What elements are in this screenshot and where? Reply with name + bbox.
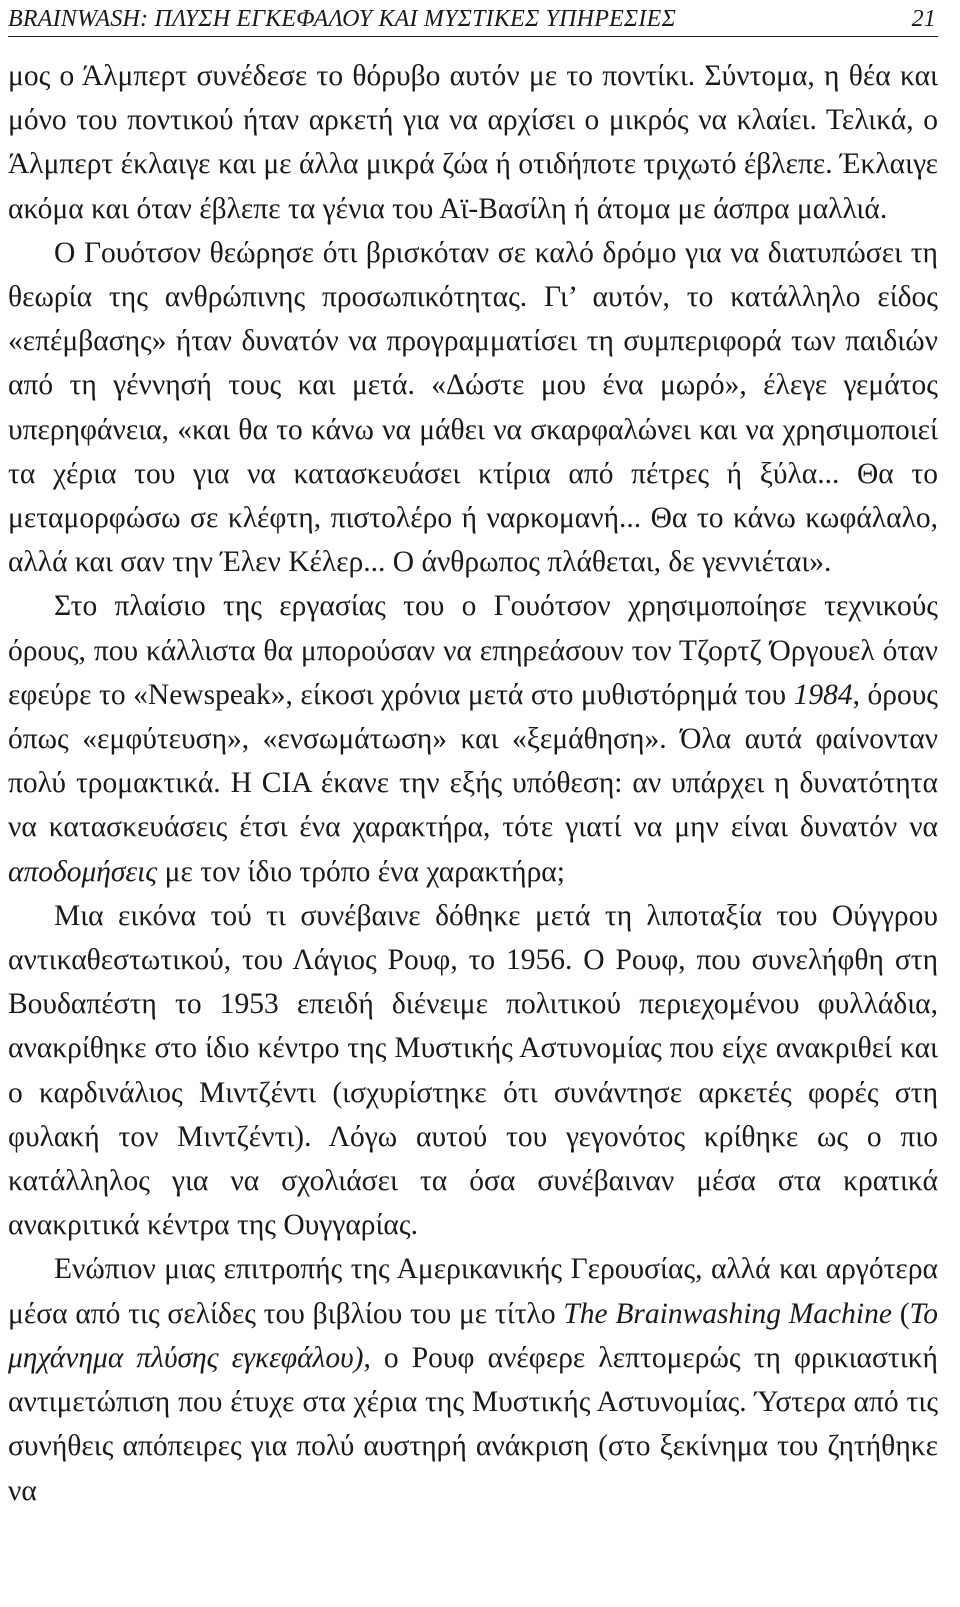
paragraph-ruff-defection: Μια εικόνα τού τι συνέβαινε δόθηκε μετά τη λιποταξία του Ούγγρου αντικαθεστωτικού, του Λάγιος Ρουφ, το 1956. Ο Ρουφ, που συνελήφθη στη Βουδαπέστη το 1953 επειδή διένειμε πολιτικού περιεχομένου φυλλάδια, ανακρίθηκε στο ίδιο κέντρο της Μυστικής Αστυνομίας που είχε ανακριθεί και ο καρδινάλιος Μιντζέντι (ισχυρίστηκε ότι συνάντησε αρκετές φορές στη φυλακή τον Μιντζέντι). Λόγω αυτού του γεγονότος κρίθηκε ως ο πιο κατάλληλος για να σχολιάσει τα όσα συνέβαιναν μέσα στα κρατικά ανακριτικά κέντρα της Ουγγαρίας. [8,899,938,1242]
italic-book-title: The Brainwashing Machine [563,1297,892,1330]
paragraph-watson-theory: Ο Γουότσον θεώρησε ότι βρισκόταν σε καλό δρόμο για να διατυπώσει τη θεωρία της ανθρώπινης προσωπικότητας. Γι’ αυτόν, το κατάλληλο είδος «επέμβασης» ήταν δυνατόν να προγραμματίσει τη συμπεριφορά των παιδιών από τη γέννησή τους και μετά. «Δώστε μου ένα μωρό», έλεγε γεμάτος υπερηφάνεια, «και θα το κάνω να μάθει να σκαρφαλώνει και να χρησιμοποιεί τα χέρια του για να κατασκευάσει κτίρια από πέτρες ή ξύλα... Θα το μεταμορφώσω σε κλέφτη, πιστολέρο ή ναρκομανή... Θα το κάνω κωφάλαλο, αλλά και σαν την Έλεν Κέλερ... Ο άνθρωπος πλάθεται, δε γεννιέται». [8,236,938,579]
running-title: BRAINWASH: ΠΛΥΣΗ ΕΓΚΕΦΑΛΟΥ ΚΑΙ ΜΥΣΤΙΚΕΣ ΥΠΗΡΕΣΙΕΣ [8,6,676,32]
italic-word: αποδομήσεις [8,855,158,888]
paragraph-watson-terms [8,584,938,893]
text-span: , ο Ρουφ ανέφερε λεπτομερώς τη φρικιαστική αντιμετώπιση που έτυχε στα χέρια της Μυστικής Αστυνομίας. Ύστερα από τις συνήθεις απόπειρες για πολύ αυστηρή ανάκριση (στο ξεκίνημα του ζητήθηκε να [8,1341,938,1507]
paragraph-continuation: μος ο Άλμπερτ συνέδεσε το θόρυβο αυτόν με το ποντίκι. Σύντομα, η θέα και μόνο του ποντικού ήταν αρκετή για να αρχίσει ο μικρός να κλαίει. Τελικά, ο Άλμπερτ έκλαιγε και με άλλα μικρά ζώα ή οτιδήποτε τριχωτό έβλεπε. Έκλαιγε ακόμα και όταν έβλεπε τα γένια του Αϊ-Βασίλη ή άτομα με άσπρα μαλλιά. [8,60,938,225]
running-header [8,4,938,37]
paragraph-senate-testimony [8,1247,938,1512]
italic-book-title: 1984 [793,678,853,711]
text-span: με τον ίδιο τρόπο ένα χαρακτήρα; [157,855,565,888]
text-span: Στο πλαίσιο της εργασίας του ο Γουότσον χρησιμοποίησε τεχνικούς όρους, που κάλλιστα θα μπορούσαν να επηρεάσουν τον Τζορτζ Όργουελ όταν εφεύρε το «Newspeak», είκοσι χρόνια μετά στο μυθιστόρημά του [8,590,938,711]
body-text [8,54,938,1513]
text-span: ( [891,1297,910,1330]
text-span: , όρους όπως «εμφύτευση», «ενσωμάτωση» και «ξεμάθηση». Όλα αυτά φαίνονταν πολύ τρομακτικά. Η CIA έκανε την εξής υπόθεση: αν υπάρχει η δυνατότητα να κατασκευάσεις έτσι ένα χαρακτήρα, τότε γιατί να μην είναι δυνατόν να [8,678,938,844]
page-number: 21 [911,6,936,32]
italic-translation: Το μηχάνημα πλύσης εγκεφάλου) [8,1297,939,1374]
text-span: Ενώπιον μιας επιτροπής της Αμερικανικής Γερουσίας, αλλά και αργότερα μέσα από τις σελίδες του βιβλίου του με τίτλο [8,1253,938,1330]
